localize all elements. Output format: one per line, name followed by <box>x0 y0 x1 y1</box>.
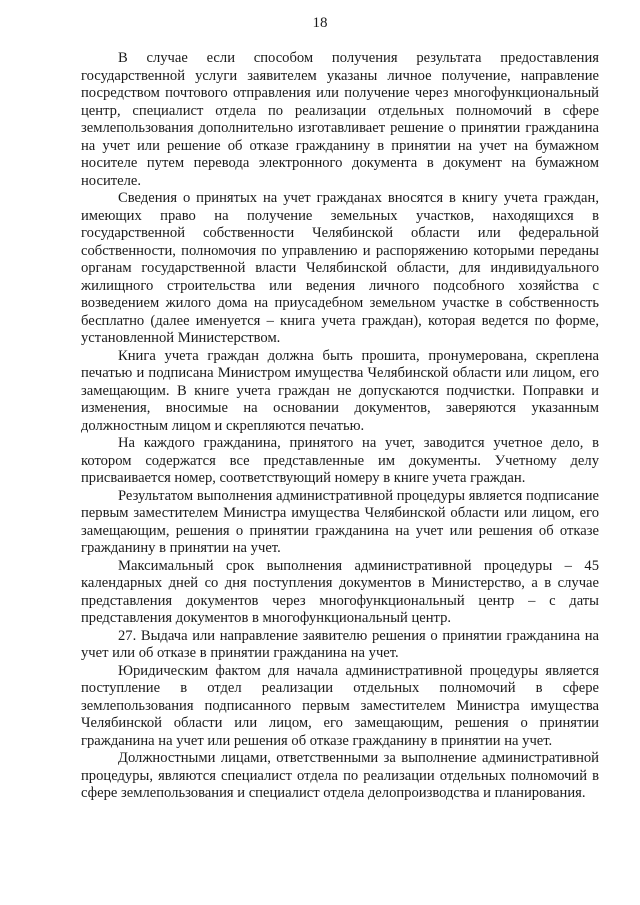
paragraph-max-duration: Максимальный срок выполнения административной процедуры – 45 календарных дней со дня поступления документов в Министерство, а в случае представления документов через многофункциональный центр – с даты представления документов в многофункциональный центр. <box>81 557 599 626</box>
paragraph-responsible-officials: Должностными лицами, ответственными за выполнение административной процедуры, являются специалист отдела по реализации отдельных полномочий в сфере землепользования и специалист отдела делопроизводства и планирования. <box>81 750 599 801</box>
page-number: 18 <box>312 15 328 31</box>
paragraph-legal-fact: Юридическим фактом для начала административной процедуры является поступление в отдел реализации отдельных полномочий в сфере землепользования подписанного первым заместителем Министра имущества Челябинской области или лицом, его замещающим, решения о принятии гражданина на учет или решения об отказе гражданину в принятии на учет. <box>81 662 599 749</box>
paragraph-book-requirements: Книга учета граждан должна быть прошита, пронумерована, скреплена печатью и подписана Министром имущества Челябинской области или лицом, его замещающим. В книге учета граждан не допускаются подчистки. Поправки и изменения, вносимые на основании документов, заверяются указанным должностным лицом и скрепляются печатью. <box>81 347 599 434</box>
paragraph-delivery-method: В случае если способом получения результата предоставления государственной услуги заявителем указаны личное получение, направление посредством почтового отправления или получение через многофункциональный центр, специалист отдела по реализации отдельных полномочий в сфере землепользования дополнительно изготавливает решение о принятии гражданина на учет или решение об отказе гражданину в принятии на учет на бумажном носителе путем перевода электронного документа в документ на бумажном носителе. <box>81 50 599 189</box>
paragraph-registry-book: Сведения о принятых на учет гражданах вносятся в книгу учета граждан, имеющих право на получение земельных участков, находящихся в государственной собственности Челябинской области или федеральной собственности, полномочия по управлению и распоряжению которыми переданы органам государственной власти Челябинской области, для индивидуального жилищного строительства или ведения личного подсобного хозяйства с возведением жилого дома на приусадебном земельном участке в собственность бесплатно (далее именуется – книга учета граждан), которая ведется по форме, установленной Министерством. <box>81 190 599 346</box>
paragraph-section-27: 27. Выдача или направление заявителю решения о принятии гражданина на учет или об отказе в принятии гражданина на учет. <box>81 627 599 661</box>
paragraph-procedure-result: Результатом выполнения административной процедуры является подписание первым заместителем Министра имущества Челябинской области или лицом, его замещающим, решения о принятии гражданина на учет или решения об отказе гражданину в принятии на учет. <box>81 487 599 556</box>
document-body <box>81 50 599 803</box>
paragraph-registration-file: На каждого гражданина, принятого на учет, заводится учетное дело, в котором содержатся все представленные им документы. Учетному делу присваивается номер, соответствующий номеру в книге учета граждан. <box>81 435 599 486</box>
